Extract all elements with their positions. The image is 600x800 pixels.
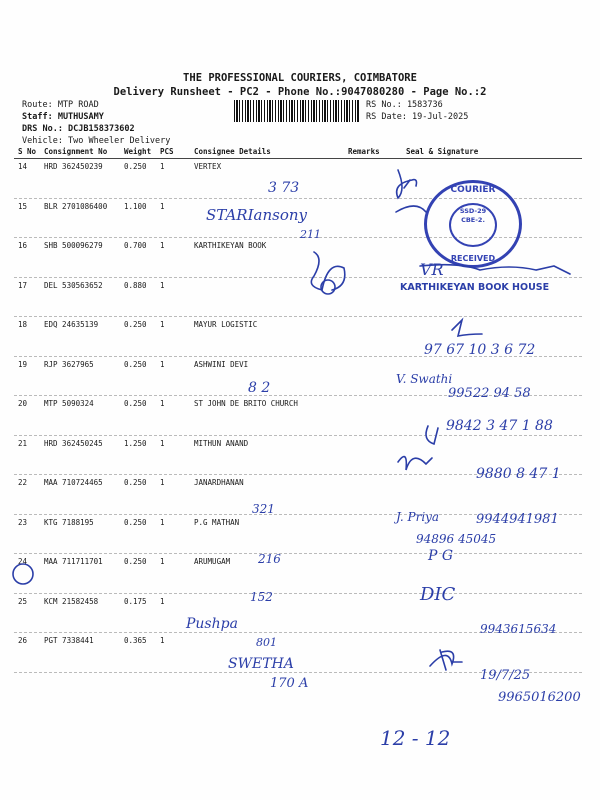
cell-pcs: 1 (160, 596, 165, 606)
hand-name-row22: J. Priya (396, 510, 440, 524)
cell-consignee: JANARDHANAN (194, 478, 244, 487)
cell-weight: 0.250 (124, 359, 147, 369)
hand-phone-4: 9880 8 47 1 (476, 466, 561, 482)
row-divider (14, 277, 582, 278)
cell-consignee: P.G MATHAN (194, 517, 240, 527)
cell-weight: 0.250 (124, 162, 147, 171)
cell-pcs: 1 (160, 478, 165, 487)
vehicle: Vehicle: Two Wheeler Delivery (22, 136, 171, 146)
courier-received-seal (424, 180, 522, 268)
cell-pcs: 1 (160, 320, 165, 329)
cell-sno: 14 (18, 162, 28, 171)
signature-row21 (398, 457, 432, 470)
shop-stamp: KARTHIKEYAN BOOK HOUSE (400, 282, 550, 293)
seal-top-text: COURIER (450, 185, 496, 195)
cell-consignee: KARTHIKEYAN BOOK (194, 241, 267, 250)
cell-cno: SHB 500096279 (44, 241, 103, 250)
document-subtitle: Delivery Runsheet - PC2 - Phone No.:9047080280 - Page No.:2 (113, 86, 487, 98)
cell-sno: 26 (18, 636, 28, 645)
route: Route: MTP ROAD (22, 100, 99, 110)
cell-cno: PGT 7338441 (44, 636, 94, 645)
signature-row26 (430, 650, 462, 670)
barcode-image (234, 100, 360, 122)
signature-row16 (311, 252, 344, 290)
cell-weight: 0.250 (124, 399, 147, 408)
cell-consignee: MAYUR LOGISTIC (194, 320, 258, 329)
cell-sno: 22 (18, 478, 28, 487)
cell-cno: BLR 2701086400 (44, 201, 108, 211)
hand-door-row23: 216 (258, 552, 281, 566)
col-consignee: Consignee Details (194, 147, 271, 156)
cell-sno: 24 (18, 557, 28, 566)
header-divider (14, 158, 582, 159)
cell-cno: DEL 530563652 (44, 280, 103, 290)
hand-phone-8: 9965016200 (498, 690, 581, 705)
cell-cno: MAA 710724465 (44, 478, 103, 487)
cell-sno: 23 (18, 517, 28, 527)
col-pcs: PCS (160, 147, 174, 156)
cell-consignee: ASHWINI DEVI (194, 359, 249, 369)
cell-pcs: 1 (160, 162, 165, 171)
hand-door-row22: 321 (252, 502, 275, 516)
row-divider (14, 553, 582, 554)
cell-sno: 15 (18, 201, 28, 211)
cell-sno: 21 (18, 438, 28, 448)
cell-sno: 17 (18, 280, 28, 290)
seal-inner (449, 203, 497, 247)
cell-cno: KCM 21582458 (44, 596, 99, 606)
cell-weight: 0.250 (124, 517, 147, 527)
document-title: THE PROFESSIONAL COURIERS, COIMBATORE (183, 72, 417, 84)
rs-date: RS Date: 19-Jul-2025 (366, 112, 469, 122)
hand-note-1: 3 73 (268, 180, 300, 196)
hand-phone-1: 97 67 10 3 6 72 (424, 342, 536, 358)
col-remarks: Remarks (348, 147, 380, 156)
cell-cno: MAA 711711701 (44, 557, 103, 566)
hand-name-row25: Pushpa (186, 616, 238, 632)
cell-weight: 0.880 (124, 280, 147, 290)
cell-cno: HRD 362450245 (44, 438, 103, 448)
hand-date: 19/7/25 (480, 668, 531, 683)
cell-sno: 19 (18, 359, 28, 369)
cell-pcs: 1 (160, 517, 165, 527)
hand-door-row26: 801 (256, 636, 277, 649)
cell-sno: 25 (18, 596, 28, 606)
hand-note-4: VR (420, 260, 444, 279)
row-divider (14, 593, 582, 594)
hand-phone-3: 9842 3 47 1 88 (446, 418, 553, 434)
hand-name-row19: V. Swathi (396, 372, 453, 386)
signature-row15 (396, 206, 426, 212)
col-sno: S No (18, 147, 37, 156)
hand-phone-5: 9944941981 (476, 512, 559, 527)
cell-cno: RJP 3627965 (44, 359, 94, 369)
hand-door-row24: 152 (250, 590, 273, 604)
col-consignment: Consignment No (44, 147, 108, 156)
row-divider (14, 435, 582, 436)
cell-consignee: ST JOHN DE BRITO CHURCH (194, 399, 298, 408)
cell-cno: HRD 362450239 (44, 162, 103, 171)
hand-total: 12 - 12 (380, 726, 451, 750)
cell-cno: EDQ 24635139 (44, 320, 99, 329)
hand-phone-2: 99522 94 58 (448, 386, 531, 401)
col-weight: Weight (124, 147, 152, 156)
cell-weight: 0.250 (124, 478, 147, 487)
signature-row18 (452, 320, 482, 336)
cell-pcs: 1 (160, 399, 165, 408)
cell-pcs: 1 (160, 201, 165, 211)
drs-number: DRS No.: DCJB158373602 (22, 124, 135, 134)
row-divider (14, 316, 582, 317)
cell-weight: 0.365 (124, 636, 147, 645)
cell-pcs: 1 (160, 241, 165, 250)
hand-note-row24: DIC (420, 584, 456, 605)
cell-consignee: MITHUN ANAND (194, 438, 249, 448)
cell-pcs: 1 (160, 636, 165, 645)
cell-consignee: ARUMUGAM (194, 557, 231, 566)
hand-door-row19: 8 2 (248, 380, 271, 396)
cell-pcs: 1 (160, 557, 165, 566)
cell-weight: 1.100 (124, 201, 147, 211)
cell-sno: 18 (18, 320, 28, 329)
seal-line-1: SSD-29 (459, 207, 487, 215)
cell-pcs: 1 (160, 438, 165, 448)
signature-row14 (397, 170, 417, 198)
hand-phone-6: 94896 45045 (416, 532, 497, 546)
hand-initials-row23: P G (428, 548, 454, 564)
seal-line-2: CBE-2. (461, 216, 485, 224)
cell-weight: 1.250 (124, 438, 147, 448)
cell-weight: 0.700 (124, 241, 147, 250)
signature-row17-circle (321, 280, 335, 294)
cell-weight: 0.250 (124, 320, 147, 329)
cell-weight: 0.175 (124, 596, 147, 606)
seal-bottom-text: RECEIVED (450, 254, 496, 263)
cell-cno: MTP 5090324 (44, 399, 94, 408)
hand-door-row26b: 170 A (270, 676, 309, 691)
hand-note-2: STARIansony (206, 206, 307, 224)
hand-note-3: 211 (300, 228, 321, 241)
hand-phone-7: 9943615634 (480, 622, 557, 636)
cell-sno: 20 (18, 399, 28, 408)
cell-sno: 16 (18, 241, 28, 250)
cell-pcs: 1 (160, 280, 165, 290)
cell-pcs: 1 (160, 359, 165, 369)
cell-cno: KTG 7188195 (44, 517, 94, 527)
cell-weight: 0.250 (124, 557, 147, 566)
cell-consignee: VERTEX (194, 162, 222, 171)
col-seal-signature: Seal & Signature (406, 147, 479, 156)
hand-name-row26: SWETHA (228, 656, 294, 672)
staff: Staff: MUTHUSAMY (22, 112, 104, 122)
sno-24-circle (13, 564, 33, 584)
rs-number: RS No.: 1583736 (366, 100, 443, 110)
